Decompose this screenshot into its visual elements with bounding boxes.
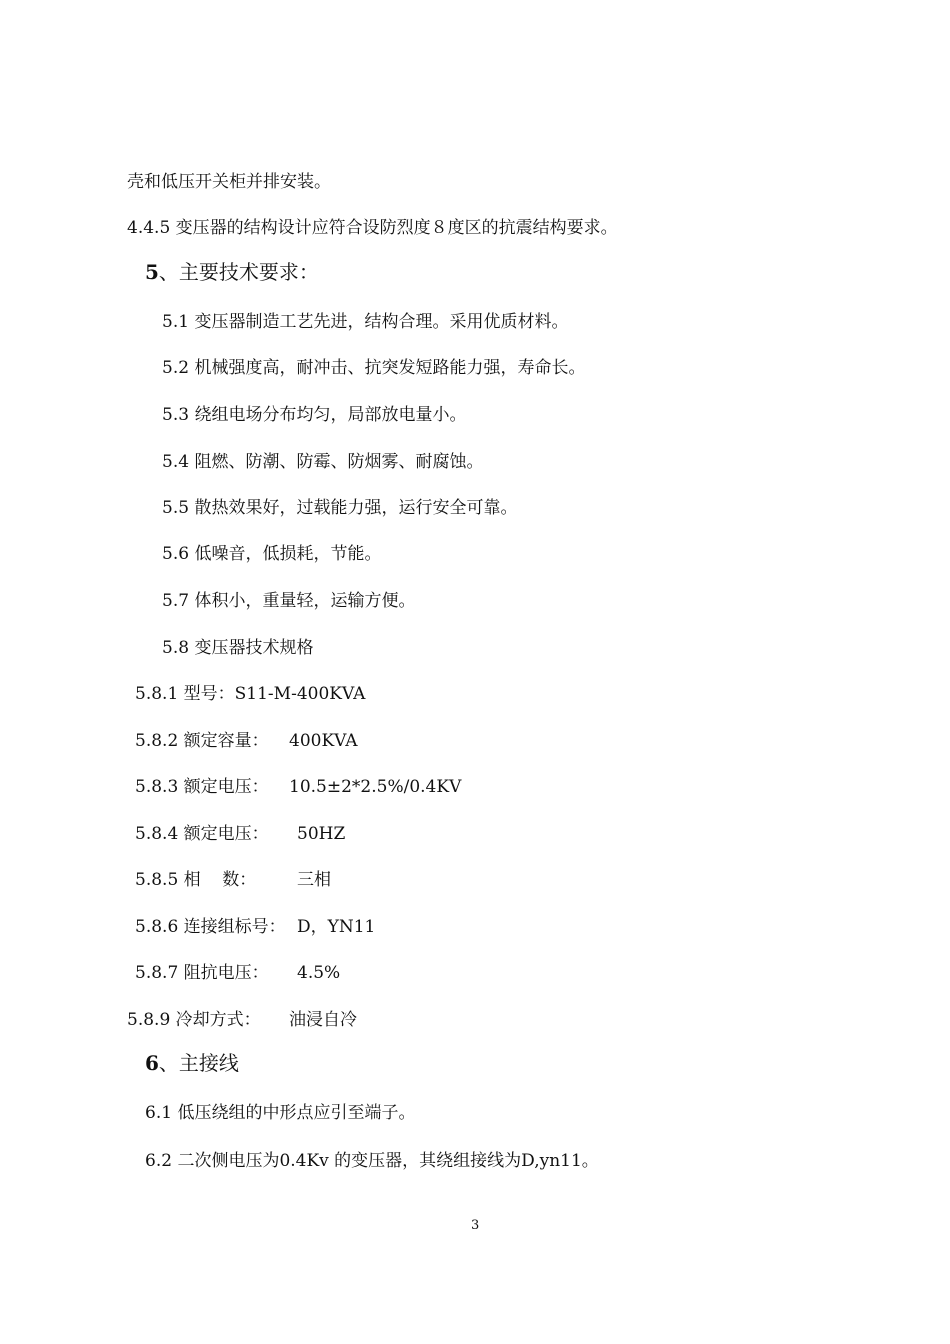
- spec-label: 5.8.7 阻抗电压：: [135, 963, 269, 983]
- requirement-5-2: 5.2 机械强度高，耐冲击、抗突发短路能力强，寿命长。: [162, 358, 586, 378]
- spec-5-8-4: [135, 823, 635, 845]
- spec-5-8-3: [135, 776, 635, 798]
- spec-5-8-2: [135, 730, 635, 752]
- spec-value: 50HZ: [297, 824, 346, 844]
- spec-value: 三相: [297, 870, 331, 890]
- wiring-6-2: 6.2 二次侧电压为0.4Kv 的变压器，其绕组接线为D,yn11。: [145, 1151, 599, 1171]
- requirement-5-1: 5.1 变压器制造工艺先进，结构合理。采用优质材料。: [162, 312, 569, 332]
- spec-label: 5.8.6 连接组标号：: [135, 917, 286, 937]
- spec-value: 10.5±2*2.5%/0.4KV: [289, 777, 462, 797]
- spec-5-8-6: [135, 916, 635, 938]
- requirement-5-7: 5.7 体积小，重量轻，运输方便。: [162, 591, 416, 611]
- section-5-number: 5: [145, 260, 159, 284]
- clause-4-4-5: 4.4.5 变压器的结构设计应符合设防烈度８度区的抗震结构要求。: [127, 218, 618, 238]
- spec-value: 4.5%: [297, 963, 341, 983]
- requirement-5-6: 5.6 低噪音，低损耗，节能。: [162, 544, 382, 564]
- spec-label: 5.8.3 额定电压：: [135, 777, 269, 797]
- section-6-number: 6: [145, 1051, 159, 1075]
- page-number: 3: [471, 1218, 480, 1233]
- spec-label: 5.8.1 型号：S11-M-400KVA: [135, 684, 366, 704]
- section-6-title: 、主接线: [158, 1051, 239, 1075]
- section-6-heading: [145, 1050, 239, 1076]
- spec-value: D，YN11: [297, 917, 376, 937]
- spec-5-8-7: [135, 962, 635, 984]
- section-5-heading: [145, 259, 319, 285]
- requirement-5-3: 5.3 绕组电场分布均匀，局部放电量小。: [162, 405, 467, 425]
- spec-value: 油浸自冷: [289, 1010, 357, 1030]
- spec-value: 400KVA: [289, 731, 358, 751]
- paragraph-continuation: 壳和低压开关柜并排安装。: [127, 172, 331, 192]
- spec-label: 5.8.9 冷却方式：: [127, 1010, 261, 1030]
- section-5-title: 、主要技术要求：: [158, 260, 319, 284]
- requirement-5-4: 5.4 阻燃、防潮、防霉、防烟雾、耐腐蚀。: [162, 452, 484, 472]
- requirement-5-8: 5.8 变压器技术规格: [162, 638, 314, 658]
- wiring-6-1: 6.1 低压绕组的中形点应引至端子。: [145, 1103, 416, 1123]
- spec-label: 5.8.5 相 数：: [135, 870, 257, 890]
- spec-5-8-1: [135, 683, 365, 705]
- spec-5-8-5: [135, 869, 635, 891]
- requirement-5-5: 5.5 散热效果好，过载能力强，运行安全可靠。: [162, 498, 518, 518]
- spec-label: 5.8.2 额定容量：: [135, 731, 269, 751]
- spec-label: 5.8.4 额定电压：: [135, 824, 269, 844]
- spec-5-8-9: [127, 1009, 627, 1031]
